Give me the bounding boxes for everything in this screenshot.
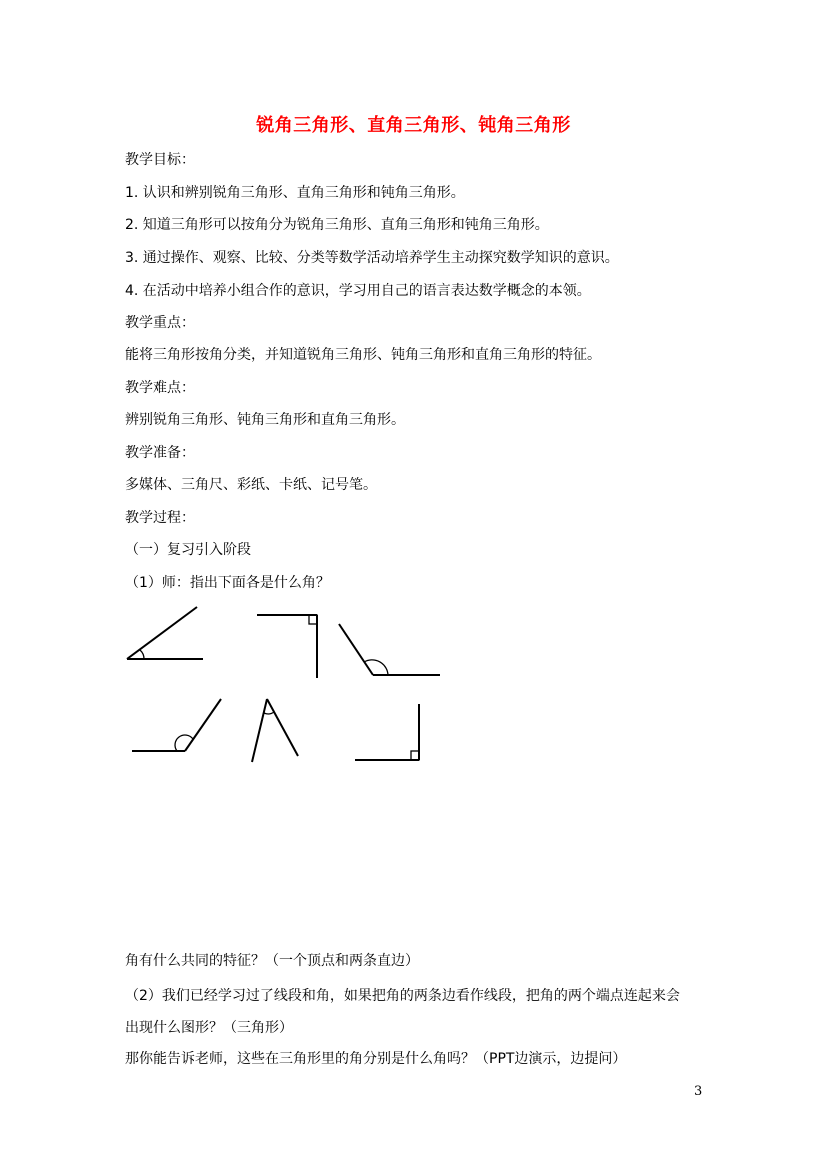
document-title: 锐角三角形、直角三角形、钝角三角形 [256,115,571,136]
text-line: （2）我们已经学习过了线段和角，如果把角的两条边看作线段，把角的两个端点连起来会 [125,988,680,1004]
text-line: 角有什么共同的特征？（一个顶点和两条直边） [125,953,419,969]
acute-angle-figure [252,699,298,762]
right-angle-figure [257,615,317,678]
obtuse-angle-figure [132,699,221,751]
page-number: 3 [694,1084,703,1099]
text-line: 2. 知道三角形可以按角分为锐角三角形、直角三角形和钝角三角形。 [125,217,549,233]
text-line: 出现什么图形？（三角形） [125,1020,293,1036]
text-line: 多媒体、三角尺、彩纸、卡纸、记号笔。 [125,477,377,493]
text-line: 教学难点： [125,380,195,396]
text-line: （一）复习引入阶段 [125,542,251,558]
obtuse-angle-figure [339,624,440,675]
text-line: 教学过程： [125,510,195,526]
text-line: 教学目标： [125,152,195,168]
text-line: 1. 认识和辨别锐角三角形、直角三角形和钝角三角形。 [125,185,465,201]
acute-angle-figure [127,607,203,659]
text-line: 辨别锐角三角形、钝角三角形和直角三角形。 [125,412,405,428]
text-line: 那你能告诉老师，这些在三角形里的角分别是什么角吗？（PPT边演示，边提问） [125,1051,627,1067]
text-line: 3. 通过操作、观察、比较、分类等数学活动培养学生主动探究数学知识的意识。 [125,250,619,266]
text-line: 教学准备： [125,445,195,461]
text-line: （1）师：指出下面各是什么角？ [125,575,330,591]
text-line: 能将三角形按角分类，并知道锐角三角形、钝角三角形和直角三角形的特征。 [125,347,601,363]
right-angle-figure [355,704,419,760]
text-line: 4. 在活动中培养小组合作的意识，学习用自己的语言表达数学概念的本领。 [125,283,591,299]
text-line: 教学重点： [125,315,195,331]
